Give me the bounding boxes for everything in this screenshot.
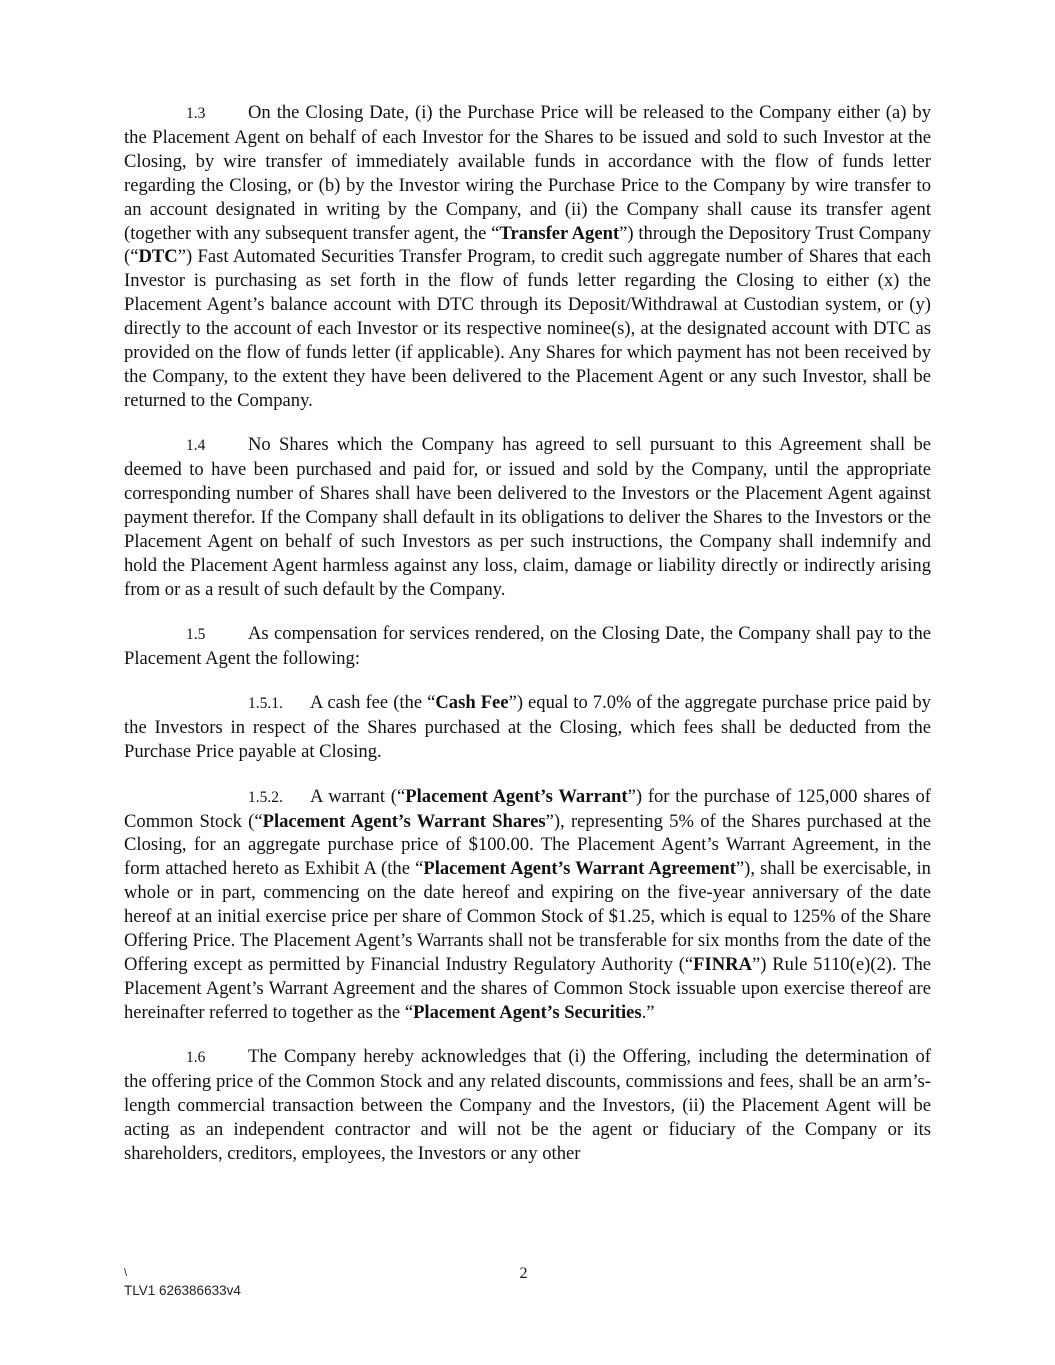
section-number: 1.4 <box>186 437 206 455</box>
section-text: ”), representing 5% of the Shares purchased at the Closing, for an aggregate purchase price of $100.00. The Placement Agent’s Warrant Agreement, in the form attached hereto as Exhibit A (the “ <box>124 810 931 880</box>
section-text: ”) equal to 7.0% of the aggregate purchase price paid by the Investors in respect of the Shares purchased at the Closing, which fees shall be deducted from the Purchase Price payable at Closing. <box>124 692 931 763</box>
defined-term: Transfer Agent <box>499 222 620 244</box>
section-number: 1.3 <box>186 105 206 122</box>
section-number: 1.5.1. <box>248 695 283 713</box>
section-text: On the Closing Date, (i) the Purchase Price will be released to the Company either (a) by the Placement Agent on behalf of each Investor for the Shares to be issued and sold to such Investor at the Closing, by wire transfer of immediately available funds in accordance with the flow of funds letter regarding the Closing, or (b) by the Investor wiring the Purchase Price to the Company by wire transfer to an account designated in writing by the Company, and (ii) the Company shall cause its transfer agent (together with any subsequent transfer agent, the “ <box>124 102 931 244</box>
section-1-5 <box>124 622 931 671</box>
defined-term: DTC <box>138 246 178 268</box>
section-text: A cash fee (the “ <box>310 692 436 714</box>
defined-term: Cash Fee <box>435 692 509 714</box>
section-number: 1.6 <box>186 1049 206 1067</box>
section-text: .” <box>641 1001 655 1023</box>
section-number: 1.5 <box>186 626 206 644</box>
section-text: ”) through the Depository Trust Company (“ <box>124 222 931 268</box>
defined-term: FINRA <box>693 954 753 975</box>
section-1-3 <box>124 101 931 413</box>
section-text: No Shares which the Company has agreed to sell pursuant to this Agreement shall be deemed to have been purchased and paid for, or issued and sold by the Company, until the appropriate corresponding number of Shares shall have been delivered to the Investors or the Placement Agent against payment therefor. If the Company shall default in its obligations to deliver the Shares to the Investors or the Placement Agent on behalf of such Investors as per such instructions, the Company shall indemnify and hold the Placement Agent harmless against any loss, claim, damage or liability directly or indirectly arising from or as a result of such default by the Company. <box>124 434 931 600</box>
section-text: ”) Fast Automated Securities Transfer Program, to credit such aggregate number of Shares that each Investor is purchasing as set forth in the flow of funds letter regarding the Closing to either (x) the Placement Agent’s balance account with DTC through its Deposit/Withdrawal at Custodian system, or (y) directly to the account of each Investor or its respective nominee(s), at the designated account with DTC as provided on the flow of funds letter (if applicable). Any Shares for which payment has not been received by the Company, to the extent they have been delivered to the Placement Agent or any such Investor, shall be returned to the Company. <box>124 246 931 411</box>
document-page <box>124 101 931 1186</box>
section-1-5-2 <box>124 785 931 1025</box>
footer-mark: \ <box>124 1267 128 1279</box>
section-text: ”) for the purchase of 125,000 shares of Common Stock (“ <box>124 785 931 832</box>
section-text: The Company hereby acknowledges that (i) the Offering, including the determination of the offering price of the Common Stock and any related discounts, commissions and fees, shall be an arm’s-length commercial transaction between the Company and the Investors, (ii) the Placement Agent will be acting as an independent contractor and will not be the agent or fiduciary of the Company or its shareholders, creditors, employees, the Investors or any other <box>124 1046 931 1164</box>
section-text: As compensation for services rendered, on the Closing Date, the Company shall pay to the Placement Agent the following: <box>124 623 931 670</box>
page-number: 2 <box>519 1265 528 1282</box>
section-1-6 <box>124 1045 931 1166</box>
section-number: 1.5.2. <box>248 788 283 806</box>
section-1-5-1 <box>124 691 931 764</box>
defined-term: Placement Agent’s Warrant Shares <box>262 810 546 832</box>
section-text: A warrant (“ <box>310 785 406 807</box>
section-text: ”), shall be exercisable, in whole or in part, commencing on the date hereof and expiring on the five-year anniversary of the date hereof at an initial exercise price per share of Common Stock of $1.25, which is equal to 125% of the Share Offering Price. The Placement Agent’s Warrants shall not be transferable for six months from the date of the Offering except as permitted by Financial Industry Regulatory Authority (“ <box>124 858 931 975</box>
defined-term: Placement Agent’s Warrant <box>405 785 628 807</box>
defined-term: Placement Agent’s Securities <box>413 1001 642 1023</box>
footer-document-id: TLV1 626386633v4 <box>124 1283 241 1298</box>
defined-term: Placement Agent’s Warrant Agreement <box>423 858 736 880</box>
section-1-4 <box>124 433 931 601</box>
section-text: ”) Rule 5110(e)(2). The Placement Agent’s Warrant Agreement and the shares of Common Stock issuable upon exercise thereof are hereinafter referred to together as the “ <box>124 954 931 1023</box>
